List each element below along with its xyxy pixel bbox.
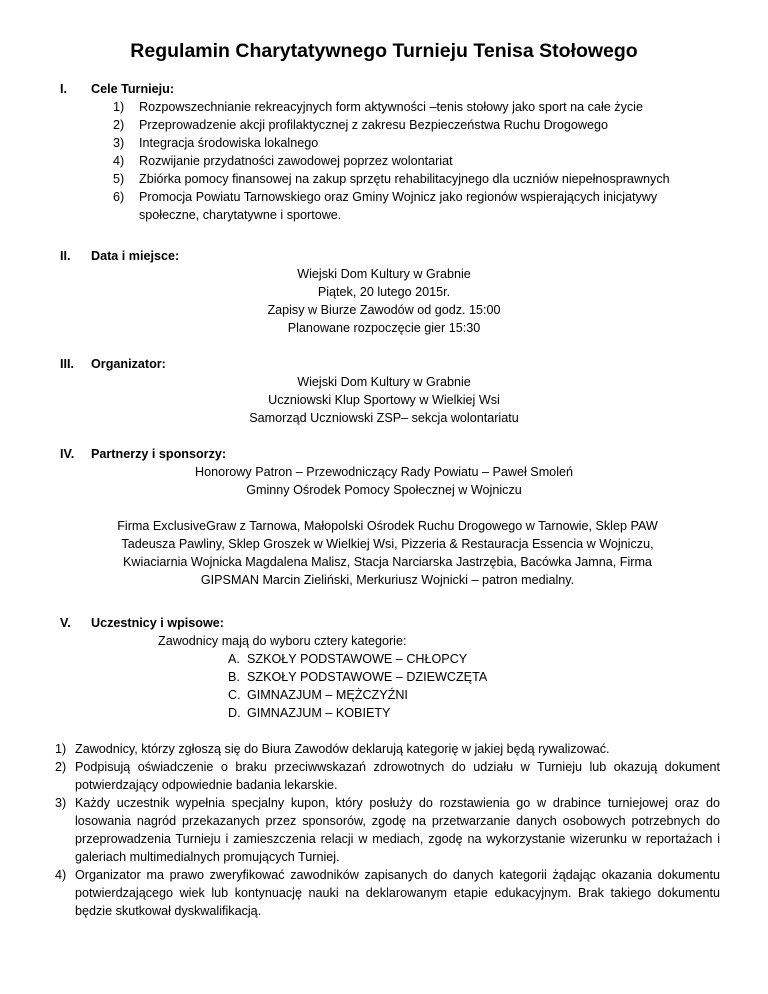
organizer-line: Samorząd Uczniowski ZSP– sekcja wolontariatu bbox=[249, 411, 519, 425]
organizer-block bbox=[0, 373, 768, 427]
list-item: B. SZKOŁY PODSTAWOWE – DZIEWCZĘTA bbox=[228, 670, 488, 684]
date-text: Piątek, 20 lutego 2015r. bbox=[317, 285, 451, 299]
list-item: 6) Promocja Powiatu Tarnowskiego oraz Gminy Wojnicz jako regionów wspierających inicjatywy społeczne, charytatywne i sportowe. bbox=[113, 190, 658, 222]
section-2-heading: Data i miejsce: bbox=[91, 249, 180, 263]
categories-list bbox=[228, 650, 487, 722]
list-item: 4) Organizator ma prawo zweryfikować zawodników zapisanych do danych kategorii żądając okazania dokumentu potwierdzającego wiek lub kontynuację nauki na deklarowanym etapie edukacyjnym. Brak takiego dokumentu będzie skutkował dyskwalifikacją. bbox=[55, 868, 720, 918]
list-item: 3) Integracja środowiska lokalnego bbox=[113, 136, 319, 150]
list-item: 2) Podpisują oświadczenie o braku przeciwwskazań zdrowotnych do udziału w Turnieju lub okazują dokument potwierdzający odpowiednie badania lekarskie. bbox=[55, 760, 720, 792]
list-item: D. GIMNAZJUM – KOBIETY bbox=[228, 706, 391, 720]
section-5-number: V. bbox=[60, 616, 71, 630]
list-item: 2) Przeprowadzenie akcji profilaktycznej z zakresu Bezpieczeństwa Ruchu Drogowego bbox=[113, 118, 608, 132]
patron-block bbox=[0, 463, 768, 499]
venue-text: Wiejski Dom Kultury w Grabnie bbox=[297, 267, 471, 281]
date-place-block bbox=[0, 265, 768, 337]
section-1-heading: Cele Turnieju: bbox=[91, 82, 175, 96]
list-item: 1) Zawodnicy, którzy zgłoszą się do Biura Zawodów deklarują kategorię w jakiej będą rywalizować. bbox=[55, 742, 610, 756]
organizer-line: Uczniowski Klup Sportowy w Wielkiej Wsi bbox=[268, 393, 500, 407]
registration-text: Zapisy w Biurze Zawodów od godz. 15:00 bbox=[267, 303, 501, 317]
sponsors-paragraph: Firma ExclusiveGraw z Tarnowa, Małopolski Ośrodek Ruchu Drogowego w Tarnowie, Sklep PAW Tadeusza Pawliny, Sklep Groszek w Wielkiej Wsi, Pizzeria & Restauracja Essencia w Wojniczu, Kwiaciarnia Wojnicka Magdalena Malisz, Stacja Narciarska Jastrzębia, Bacówka Jamna, Firma GIPSMAN Marcin Zieliński, Merkuriusz Wojnicki – patron medialny. bbox=[117, 519, 658, 587]
section-3-number: III. bbox=[60, 357, 74, 371]
section-4-heading: Partnerzy i sponsorzy: bbox=[91, 447, 227, 461]
rules-list bbox=[55, 740, 720, 920]
categories-intro: Zawodnicy mają do wyboru cztery kategorie: bbox=[158, 634, 407, 648]
patron-line: Gminny Ośrodek Pomocy Społecznej w Wojniczu bbox=[246, 483, 522, 497]
list-item: 5) Zbiórka pomocy finansowej na zakup sprzętu rehabilitacyjnego dla uczniów niepełnosprawnych bbox=[113, 172, 670, 186]
section-4-number: IV. bbox=[60, 447, 75, 461]
section-1-number: I. bbox=[60, 82, 67, 96]
start-time-text: Planowane rozpoczęcie gier 15:30 bbox=[287, 321, 481, 335]
patron-line: Honorowy Patron – Przewodniczący Rady Powiatu – Paweł Smoleń bbox=[195, 465, 573, 479]
organizer-line: Wiejski Dom Kultury w Grabnie bbox=[297, 375, 471, 389]
list-item: 1) Rozpowszechnianie rekreacyjnych form aktywności –tenis stołowy jako sport na całe życie bbox=[113, 100, 643, 114]
list-item: 4) Rozwijanie przydatności zawodowej poprzez wolontariat bbox=[113, 154, 453, 168]
section-2-number: II. bbox=[60, 249, 71, 263]
goals-list bbox=[113, 98, 713, 224]
document-title: Regulamin Charytatywnego Turnieju Tenisa Stołowego bbox=[130, 40, 638, 62]
list-item: A. SZKOŁY PODSTAWOWE – CHŁOPCY bbox=[228, 652, 468, 666]
section-3-heading: Organizator: bbox=[91, 357, 166, 371]
list-item: 3) Każdy uczestnik wypełnia specjalny kupon, który posłuży do rozstawienia go w drabince turniejowej oraz do losowania nagród przekazanych przez sponsorów, zgodę na przetwarzanie danych osobowych potrzebnych do przeprowadzenia Turnieju i zamieszczenia relacji w mediach, zgodę na wykorzystanie wizerunku w reportażach i galeriach multimedialnych promujących Turniej. bbox=[55, 796, 720, 864]
list-item: C. GIMNAZJUM – MĘŻCZYŹNI bbox=[228, 688, 408, 702]
section-5-heading: Uczestnicy i wpisowe: bbox=[91, 616, 224, 630]
